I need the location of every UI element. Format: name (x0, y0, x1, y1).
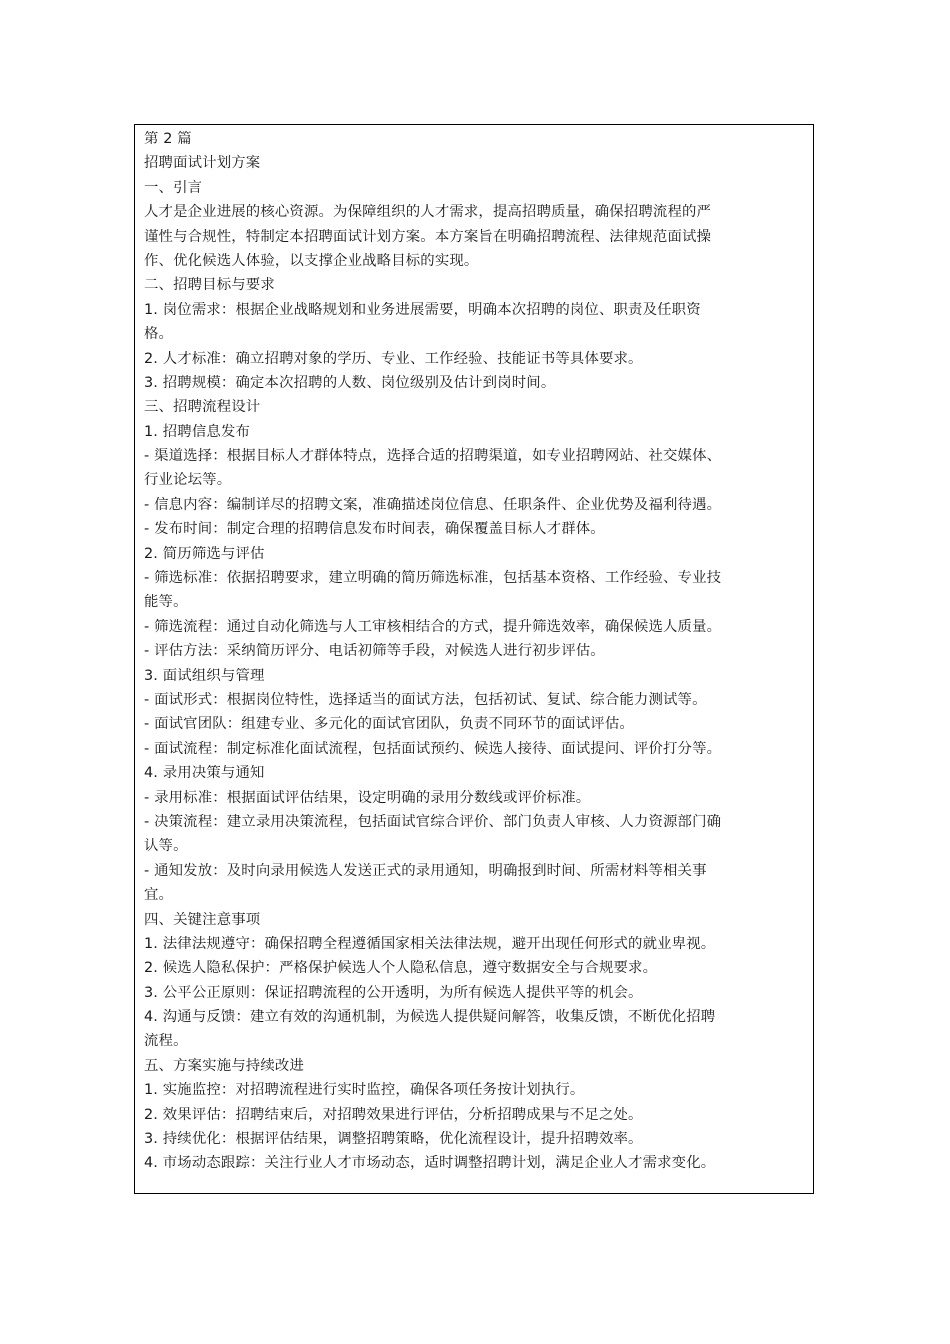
text-line: 2. 效果评估：招聘结束后，对招聘效果进行评估，分析招聘成果与不足之处。 (144, 1106, 643, 1123)
text-line: 3. 公平公正原则：保证招聘流程的公开透明，为所有候选人提供平等的机会。 (144, 984, 643, 1001)
text-line: - 录用标准：根据面试评估结果，设定明确的录用分数线或评价标准。 (144, 789, 591, 806)
text-line: 人才是企业进展的核心资源。为保障组织的人才需求，提高招聘质量，确保招聘流程的严 (144, 204, 712, 221)
text-line: 第 2 篇 (144, 131, 192, 147)
text-line: 2. 候选人隐私保护：严格保护候选人个人隐私信息，遵守数据安全与合规要求。 (144, 960, 658, 977)
text-line: 三、招聘流程设计 (144, 399, 261, 416)
text-line: - 评估方法：采纳简历评分、电话初筛等手段，对候选人进行初步评估。 (144, 643, 605, 660)
text-line: 格。 (144, 326, 174, 343)
text-line: 1. 招聘信息发布 (144, 423, 250, 440)
text-line: 3. 面试组织与管理 (144, 667, 265, 684)
text-line: - 筛选标准：依据招聘要求，建立明确的简历筛选标准，包括基本资格、工作经验、专业技 (144, 570, 722, 587)
text-line: 2. 人才标准：确立招聘对象的学历、专业、工作经验、技能证书等具体要求。 (144, 350, 643, 367)
text-line: 五、方案实施与持续改进 (144, 1057, 304, 1074)
document-frame (134, 124, 814, 1194)
text-line: - 渠道选择：根据目标人才群体特点，选择合适的招聘渠道，如专业招聘网站、社交媒体、 (144, 448, 722, 465)
text-line: - 面试形式：根据岗位特性，选择适当的面试方法，包括初试、复试、综合能力测试等。 (144, 691, 707, 708)
text-line: 认等。 (144, 838, 188, 855)
text-line: 流程。 (144, 1033, 188, 1050)
text-line: 二、招聘目标与要求 (144, 277, 275, 294)
text-line: 2. 简历筛选与评估 (144, 545, 265, 562)
text-line: - 通知发放：及时向录用候选人发送正式的录用通知，明确报到时间、所需材料等相关事 (144, 862, 707, 879)
text-line: 3. 持续优化：根据评估结果，调整招聘策略，优化流程设计，提升招聘效率。 (144, 1131, 643, 1148)
text-line: 3. 招聘规模：确定本次招聘的人数、岗位级别及估计到岗时间。 (144, 374, 556, 391)
text-line: - 决策流程：建立录用决策流程，包括面试官综合评价、部门负责人审核、人力资源部门确 (144, 813, 722, 830)
text-line: - 信息内容：编制详尽的招聘文案，准确描述岗位信息、任职条件、企业优势及福利待遇。 (144, 496, 722, 513)
text-line: 作、优化候选人体验，以支撑企业战略目标的实现。 (144, 252, 479, 269)
text-line: 能等。 (144, 594, 188, 611)
text-line: - 面试官团队：组建专业、多元化的面试官团队，负责不同环节的面试评估。 (144, 716, 634, 733)
text-line: 四、关键注意事项 (144, 911, 261, 928)
text-line: 招聘面试计划方案 (144, 155, 261, 172)
text-line: 一、引言 (144, 179, 203, 196)
text-line: 1. 实施监控：对招聘流程进行实时监控，确保各项任务按计划执行。 (144, 1082, 585, 1099)
text-line: - 发布时间：制定合理的招聘信息发布时间表，确保覆盖目标人才群体。 (144, 521, 605, 538)
text-line: - 筛选流程：通过自动化筛选与人工审核相结合的方式，提升筛选效率，确保候选人质量。 (144, 618, 722, 635)
text-line: 4. 沟通与反馈：建立有效的沟通机制，为候选人提供疑问解答，收集反馈，不断优化招聘 (144, 1009, 716, 1026)
text-line: 行业论坛等。 (144, 472, 232, 489)
text-line: 1. 岗位需求：根据企业战略规划和业务进展需要，明确本次招聘的岗位、职责及任职资 (144, 301, 701, 318)
text-line: 4. 录用决策与通知 (144, 765, 265, 782)
text-line: 1. 法律法规遵守：确保招聘全程遵循国家相关法律法规，避开出现任何形式的就业卑视。 (144, 935, 716, 952)
text-line: 宜。 (144, 887, 174, 904)
text-line: 谨性与合规性，特制定本招聘面试计划方案。本方案旨在明确招聘流程、法律规范面试操 (144, 228, 712, 245)
text-line: 4. 市场动态跟踪：关注行业人才市场动态，适时调整招聘计划，满足企业人才需求变化。 (144, 1155, 716, 1172)
text-line: - 面试流程：制定标准化面试流程，包括面试预约、候选人接待、面试提问、评价打分等。 (144, 740, 722, 757)
